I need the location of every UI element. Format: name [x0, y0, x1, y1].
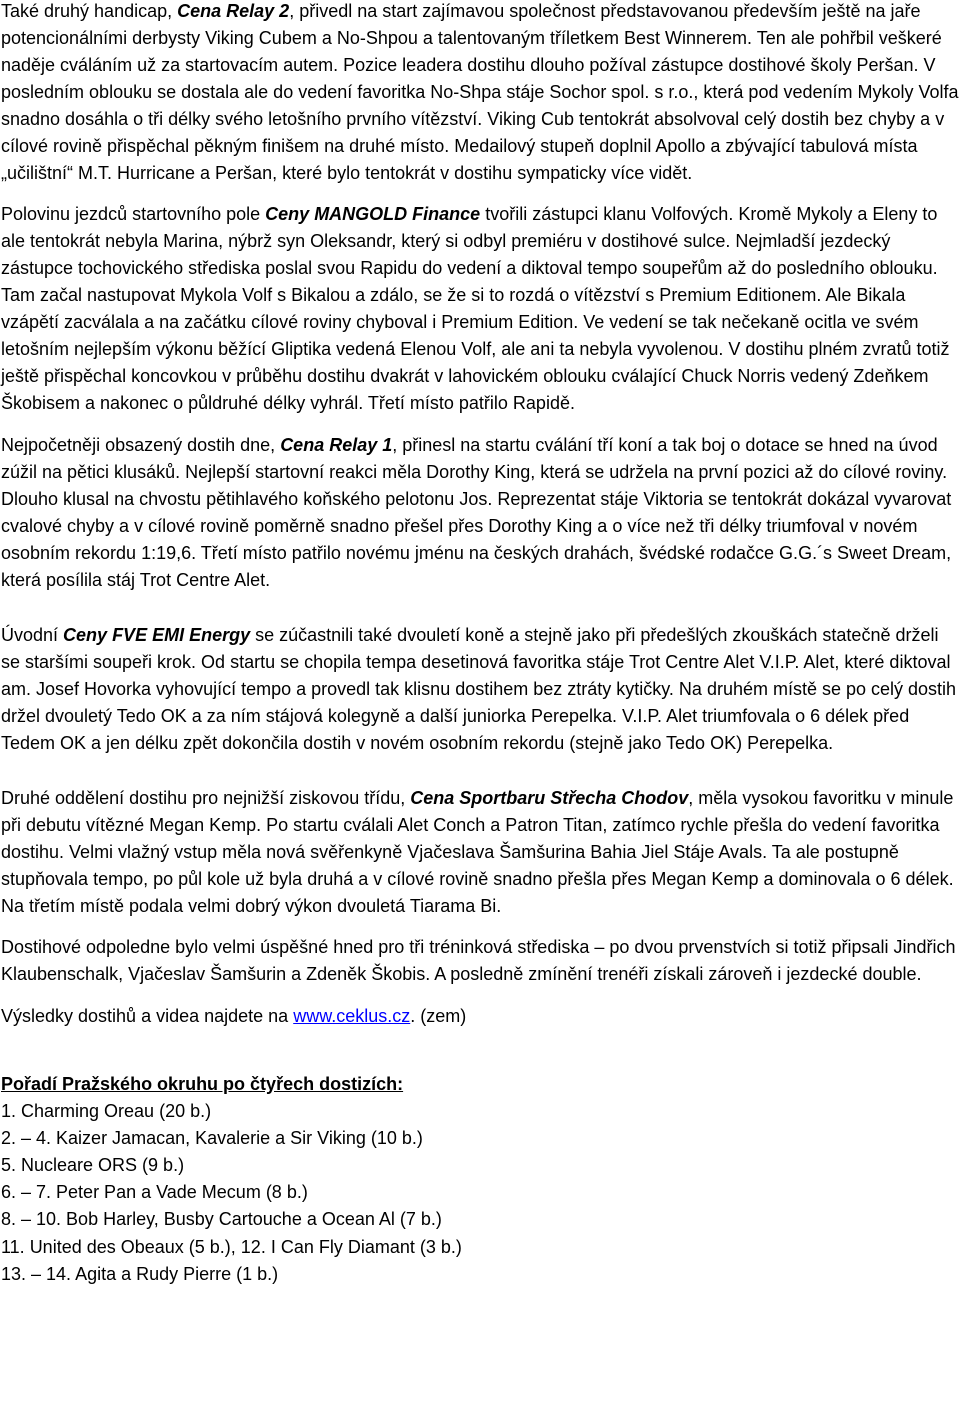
paragraph-text: tvořili zástupci klanu Volfových. Kromě Mykoly a Eleny to ale tentokrát nebyla Marina, nýbrž syn Oleksandr, který si odbyl premiéru v dostihové sulce. Nejmladší jezdecký zástupce tochovického střediska poslal svou Rapidu do vedení a diktoval tempo soupeřům až do posledního oblouku. Tam začal nastupovat Mykola Volf s Bikalou a zdálo, se že si to rozdá o vítězství s Premium Editionem. Ale Bikala vzápětí zacválala a na začátku cílové roviny chyboval i Premium Edition. Ve vedení se tak nečekaně ocitla ve svém letošním nejlepším výkonu běžící Gliptika vedená Elenou Volf, ale ani ta nebyla vyvolenou. V dostihu plném zvratů totiž ještě přispěchal koncovkou v průběhu dostihu dvakrát v lahovickém oblouku cválající Chuck Norris vedený Zdeňkem Škobisem a nakonec o půldruhé délky vyhrál. Třetí místo patřilo Rapidě. — [1, 204, 950, 414]
paragraph-text: , přinesl na startu cválání tří koní a tak boj o dotace se hned na úvod zúžil na pětici klusáků. Nejlepší startovní reakci měla Dorothy King, která se udržela na první pozici až do cílové roviny. Dlouho klusal na chvostu pětihlavého koňského pelotonu Jos. Reprezentat stáje Viktoria se tentokrát dokázal vyvarovat cvalové chyby a v cílové rovině poměrně snadno přešel přes Dorothy King a o více než tři délky triumfoval v novém osobním rekordu 1:19,6. Třetí místo patřilo novému jménu na českých drahách, švédské rodačce G.G.´s Sweet Dream, která posílila stáj Trot Centre Alet. — [1, 434, 952, 590]
paragraph-text: Úvodní — [1, 624, 64, 645]
paragraph-summary — [1, 934, 959, 988]
race-name: Cena Relay 1 — [280, 434, 393, 455]
standings-item: 2. – 4. Kaizer Jamacan, Kavalerie a Sir Viking (10 b.) — [1, 1127, 423, 1148]
paragraph-text: Polovinu jezdců startovního pole — [1, 204, 266, 225]
paragraph-text: Dostihové odpoledne bylo velmi úspěšné hned pro tři tréninková střediska – po dvou prvenstvích si totiž připsali Jindřich Klaubenschalk, Vjačeslav Šamšurin a Zdeněk Škobis. A posledně zmínění trenéři získali zároveň i jezdecké double. — [1, 937, 956, 985]
paragraph-text: . (zem) — [410, 1005, 467, 1026]
standings-item: 11. United des Obeaux (5 b.), 12. I Can Fly Diamant (3 b.) — [1, 1236, 462, 1257]
paragraph-text: , přivedl na start zajímavou společnost představovanou především ještě na jaře potencionálními derbysty Viking Cubem a No-Shpou a talentovaným tříletkem Best Winnerem. Ten ale pohřbil veškeré naděje cváláním už za startovacím autem. Pozice leadera dostihu dlouho požíval zástupce dostihové školy Peršan. V posledním oblouku se dostala ale do vedení favoritka No-Shpa stáje Sochor spol. s r.o., která pod vedením Mykoly Volfa snadno dosáhla o tři délky svého letošního prvního vítězství. Viking Cub tentokrát absolvoval celý dostih bez chyby a v cílové rovině přispěchal pěkným finišem na druhé místo. Medailový stupeň doplnil Apollo a zbývající tabulová místa „učilištní“ M.T. Hurricane a Peršan, které bylo tentokrát v dostihu sympaticky více vidět. — [1, 1, 959, 183]
paragraph-cena-sportbaru — [1, 785, 959, 920]
paragraph-ceny-mangold-finance — [1, 201, 959, 417]
paragraph-cena-relay-2 — [1, 0, 959, 187]
paragraph-text: Také druhý handicap, — [1, 1, 178, 21]
standings-item: 5. Nucleare ORS (9 b.) — [1, 1154, 185, 1175]
standings-item: 8. – 10. Bob Harley, Busby Cartouche a Ocean Al (7 b.) — [1, 1209, 442, 1230]
paragraph-ceny-fve-emi-energy — [1, 622, 959, 757]
race-name: Cena Sportbaru Střecha Chodov — [410, 788, 689, 809]
race-name: Ceny FVE EMI Energy — [63, 624, 251, 645]
standings-section — [1, 1071, 959, 1288]
standings-heading: Pořadí Pražského okruhu po čtyřech dostizích: — [1, 1073, 404, 1094]
race-name: Cena Relay 2 — [177, 1, 290, 21]
paragraph-results-link — [1, 1003, 959, 1030]
paragraph-text: Nejpočetněji obsazený dostih dne, — [1, 434, 281, 455]
standings-item: 1. Charming Oreau (20 b.) — [1, 1100, 212, 1121]
standings-item: 6. – 7. Peter Pan a Vade Mecum (8 b.) — [1, 1182, 308, 1203]
standings-list — [1, 1098, 959, 1288]
paragraph-text: se zúčastnili také dvouletí koně a stejně jako při předešlých zkouškách statečně drželi se staršími soupeři krok. Od startu se chopila tempa desetinová favoritka stáje Trot Centre Alet V.I.P. Alet, které diktoval am. Josef Hovorka vyhovující tempo a provedl tak klisnu dostihem bez ztráty kytičky. Na druhém místě se po celý dostih držel dvouletý Tedo OK a za ním stájová kolegyně a další juniorka Perepelka. V.I.P. Alet triumfovala o 6 délek před Tedem OK a jen délku zpět dokončila dostih v novém osobním rekordu (stejně jako Tedo OK) Perepelka. — [1, 624, 957, 753]
paragraph-text: Výsledky dostihů a videa najdete na — [1, 1005, 294, 1026]
race-name: Ceny MANGOLD Finance — [265, 204, 481, 225]
paragraph-cena-relay-1 — [1, 432, 959, 594]
results-website-link[interactable]: www.ceklus.cz — [293, 1005, 411, 1026]
paragraph-text: , měla vysokou favoritku v minule při debutu vítězné Megan Kemp. Po startu cválali Alet Conch a Patron Titan, zatímco rychle přešla do vedení favoritka dostihu. Velmi vlažný vstup měla nová svěřenkyně Vjačeslava Šamšurina Bahia Jiel Stáje Avals. Ta ale postupně stupňovala tempo, po půl kole už byla druhá a v cílové rovině snadno přešla přes Megan Kemp a dominovala o 6 délek. Na třetím místě podala velmi dobrý výkon dvouletá Tiarama Bi. — [1, 788, 954, 917]
standings-item: 13. – 14. Agita a Rudy Pierre (1 b.) — [1, 1263, 279, 1284]
paragraph-text: Druhé oddělení dostihu pro nejnižší ziskovou třídu, — [1, 788, 411, 809]
